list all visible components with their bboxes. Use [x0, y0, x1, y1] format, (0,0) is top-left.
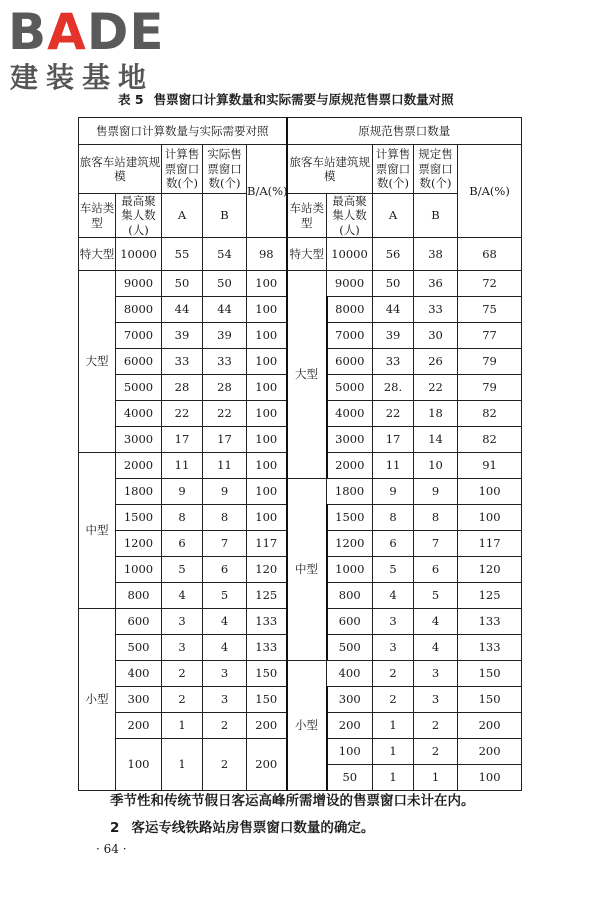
right-cell: 9000 — [327, 271, 373, 297]
section-index: 2 — [110, 820, 120, 836]
right-max-header: 最高聚集人数(人) — [327, 194, 373, 238]
left-cell: 8000 — [116, 297, 162, 323]
left-cell: 44 — [203, 297, 247, 323]
left-cell: 39 — [162, 323, 203, 349]
left-cell: 9 — [162, 479, 203, 505]
comparison-table — [78, 117, 522, 791]
left-type-cell: 中型 — [79, 453, 116, 609]
right-cell: 4 — [414, 609, 458, 635]
right-cell: 150 — [458, 661, 522, 687]
right-cell: 10000 — [327, 238, 373, 271]
left-max-header: 最高聚集人数(人) — [116, 194, 162, 238]
right-cell: 200 — [458, 739, 522, 765]
left-cell: 100 — [247, 349, 287, 375]
left-type-header: 车站类型 — [79, 194, 116, 238]
right-cell: 200 — [327, 713, 373, 739]
left-cell: 11 — [162, 453, 203, 479]
right-cell: 3000 — [327, 427, 373, 453]
right-type-cell: 大型 — [287, 271, 327, 479]
left-cell: 5000 — [116, 375, 162, 401]
right-cell: 2 — [414, 739, 458, 765]
right-cell: 1500 — [327, 505, 373, 531]
left-cell: 3 — [162, 635, 203, 661]
left-cell: 3 — [162, 609, 203, 635]
right-cell: 77 — [458, 323, 522, 349]
left-cell: 22 — [162, 401, 203, 427]
logo-wordmark: BADE — [8, 3, 165, 61]
left-cell: 400 — [116, 661, 162, 687]
right-cell: 79 — [458, 375, 522, 401]
left-cell: 200 — [247, 739, 287, 791]
right-cell: 5 — [373, 557, 414, 583]
right-cell: 100 — [458, 479, 522, 505]
left-group-header: 售票窗口计算数量与实际需要对照 — [79, 118, 287, 145]
right-cell: 18 — [414, 401, 458, 427]
right-cell: 44 — [373, 297, 414, 323]
right-cell: 82 — [458, 401, 522, 427]
left-cell: 300 — [116, 687, 162, 713]
right-cell: 50 — [373, 271, 414, 297]
right-cell: 4 — [373, 583, 414, 609]
left-cell: 39 — [203, 323, 247, 349]
right-cell: 7 — [414, 531, 458, 557]
right-cell: 117 — [458, 531, 522, 557]
left-cell: 6000 — [116, 349, 162, 375]
right-cell: 9 — [373, 479, 414, 505]
right-cell: 2000 — [327, 453, 373, 479]
right-cell: 56 — [373, 238, 414, 271]
left-cell: 133 — [247, 635, 287, 661]
table-row — [79, 479, 522, 505]
right-cell: 4000 — [327, 401, 373, 427]
right-cell: 79 — [458, 349, 522, 375]
left-cell: 33 — [203, 349, 247, 375]
right-cell: 72 — [458, 271, 522, 297]
left-type-cell: 特大型 — [79, 238, 116, 271]
right-cell: 36 — [414, 271, 458, 297]
right-cell: 39 — [373, 323, 414, 349]
left-cell: 100 — [247, 453, 287, 479]
right-cell: 68 — [458, 238, 522, 271]
right-cell: 33 — [373, 349, 414, 375]
right-cell: 22 — [414, 375, 458, 401]
left-cell: 1 — [162, 739, 203, 791]
right-cell: 8 — [373, 505, 414, 531]
right-ratio-header: B/A(%) — [458, 145, 522, 238]
table-title: 售票窗口计算数量和实际需要与原规范售票口数量对照 — [153, 92, 454, 107]
section-heading — [110, 816, 374, 836]
left-cell: 100 — [247, 375, 287, 401]
right-cell: 1200 — [327, 531, 373, 557]
right-cell: 100 — [458, 505, 522, 531]
right-cell: 125 — [458, 583, 522, 609]
left-cell: 117 — [247, 531, 287, 557]
right-cell: 5000 — [327, 375, 373, 401]
left-cell: 150 — [247, 687, 287, 713]
right-calc-header: 计算售票窗口数(个) — [373, 145, 414, 194]
right-cell: 2 — [373, 661, 414, 687]
right-cell: 11 — [373, 453, 414, 479]
left-cell: 50 — [203, 271, 247, 297]
right-cell: 1800 — [327, 479, 373, 505]
right-cell: 91 — [458, 453, 522, 479]
left-cell: 6 — [203, 557, 247, 583]
left-cell: 2 — [203, 713, 247, 739]
left-cell: 100 — [247, 401, 287, 427]
left-col-b: B — [203, 194, 247, 238]
left-cell: 3 — [203, 687, 247, 713]
left-cell: 120 — [247, 557, 287, 583]
logo-subtitle: 建装基地 — [10, 61, 155, 94]
right-cell: 8 — [414, 505, 458, 531]
right-cell: 4 — [414, 635, 458, 661]
right-cell: 200 — [458, 713, 522, 739]
right-col-b: B — [414, 194, 458, 238]
left-cell: 2000 — [116, 453, 162, 479]
left-cell: 1800 — [116, 479, 162, 505]
right-cell: 1 — [414, 765, 458, 791]
left-cell: 54 — [203, 238, 247, 271]
left-cell: 2 — [162, 687, 203, 713]
right-cell: 26 — [414, 349, 458, 375]
left-cell: 50 — [162, 271, 203, 297]
left-col-a: A — [162, 194, 203, 238]
left-cell: 4 — [162, 583, 203, 609]
right-cell: 1000 — [327, 557, 373, 583]
left-cell: 100 — [247, 505, 287, 531]
left-cell: 98 — [247, 238, 287, 271]
left-cell: 100 — [247, 271, 287, 297]
left-calc-header: 计算售票窗口数(个) — [162, 145, 203, 194]
left-cell: 5 — [162, 557, 203, 583]
right-scale-header: 旅客车站建筑规模 — [287, 145, 373, 194]
right-cell: 3 — [373, 609, 414, 635]
section-text: 客运专线铁路站房售票窗口数量的确定。 — [131, 820, 375, 836]
right-cell: 2 — [373, 687, 414, 713]
right-col-a: A — [373, 194, 414, 238]
left-cell: 8 — [203, 505, 247, 531]
right-cell: 10 — [414, 453, 458, 479]
left-cell: 125 — [247, 583, 287, 609]
left-cell: 4 — [203, 609, 247, 635]
left-cell: 3 — [203, 661, 247, 687]
left-type-cell: 大型 — [79, 271, 116, 453]
left-cell: 200 — [247, 713, 287, 739]
left-cell: 44 — [162, 297, 203, 323]
left-cell: 8 — [162, 505, 203, 531]
left-cell: 4 — [203, 635, 247, 661]
left-cell: 1200 — [116, 531, 162, 557]
left-cell: 100 — [247, 323, 287, 349]
right-cell: 800 — [327, 583, 373, 609]
right-cell: 17 — [373, 427, 414, 453]
left-cell: 55 — [162, 238, 203, 271]
table-number: 表 5 — [118, 92, 144, 107]
right-cell: 50 — [327, 765, 373, 791]
table-row — [79, 271, 522, 297]
right-group-header: 原规范售票口数量 — [287, 118, 522, 145]
left-cell: 150 — [247, 661, 287, 687]
right-cell: 30 — [414, 323, 458, 349]
left-actual-header: 实际售票窗口数(个) — [203, 145, 247, 194]
left-cell: 28 — [162, 375, 203, 401]
left-cell: 17 — [203, 427, 247, 453]
left-cell: 500 — [116, 635, 162, 661]
right-cell: 6 — [414, 557, 458, 583]
left-cell: 22 — [203, 401, 247, 427]
left-cell: 7 — [203, 531, 247, 557]
right-cell: 3 — [414, 661, 458, 687]
right-type-cell: 特大型 — [287, 238, 327, 271]
table-row — [79, 661, 522, 687]
left-cell: 1500 — [116, 505, 162, 531]
right-cell: 75 — [458, 297, 522, 323]
right-cell: 100 — [458, 765, 522, 791]
right-cell: 2 — [414, 713, 458, 739]
left-cell: 133 — [247, 609, 287, 635]
left-cell: 100 — [116, 739, 162, 791]
right-cell: 120 — [458, 557, 522, 583]
right-cell: 8000 — [327, 297, 373, 323]
right-cell: 7000 — [327, 323, 373, 349]
left-cell: 10000 — [116, 238, 162, 271]
right-cell: 5 — [414, 583, 458, 609]
right-cell: 3 — [373, 635, 414, 661]
right-cell: 150 — [458, 687, 522, 713]
right-cell: 600 — [327, 609, 373, 635]
right-cell: 133 — [458, 609, 522, 635]
left-cell: 9000 — [116, 271, 162, 297]
right-cell: 82 — [458, 427, 522, 453]
right-cell: 100 — [327, 739, 373, 765]
right-cell: 33 — [414, 297, 458, 323]
right-cell: 1 — [373, 765, 414, 791]
right-cell: 14 — [414, 427, 458, 453]
right-type-cell: 中型 — [287, 479, 327, 661]
left-cell: 5 — [203, 583, 247, 609]
left-cell: 4000 — [116, 401, 162, 427]
right-cell: 500 — [327, 635, 373, 661]
left-cell: 17 — [162, 427, 203, 453]
left-cell: 200 — [116, 713, 162, 739]
right-cell: 300 — [327, 687, 373, 713]
right-cell: 6000 — [327, 349, 373, 375]
left-cell: 2 — [162, 661, 203, 687]
right-spec-header: 规定售票窗口数(个) — [414, 145, 458, 194]
brand-logo — [8, 4, 183, 94]
right-cell: 38 — [414, 238, 458, 271]
table-caption — [118, 90, 454, 108]
left-ratio-header: B/A(%) — [247, 145, 287, 238]
left-cell: 1 — [162, 713, 203, 739]
right-type-cell: 小型 — [287, 661, 327, 791]
left-cell: 100 — [247, 427, 287, 453]
right-cell: 133 — [458, 635, 522, 661]
right-cell: 1 — [373, 739, 414, 765]
right-cell: 6 — [373, 531, 414, 557]
left-cell: 2 — [203, 739, 247, 791]
right-cell: 9 — [414, 479, 458, 505]
left-cell: 9 — [203, 479, 247, 505]
left-cell: 600 — [116, 609, 162, 635]
left-cell: 6 — [162, 531, 203, 557]
right-cell: 3 — [414, 687, 458, 713]
left-cell: 11 — [203, 453, 247, 479]
left-cell: 100 — [247, 479, 287, 505]
left-cell: 100 — [247, 297, 287, 323]
table-row — [79, 238, 522, 271]
right-cell: 22 — [373, 401, 414, 427]
left-cell: 28 — [203, 375, 247, 401]
page-number: · 64 · — [96, 842, 127, 856]
left-cell: 1000 — [116, 557, 162, 583]
right-type-header: 车站类型 — [287, 194, 327, 238]
right-cell: 1 — [373, 713, 414, 739]
left-scale-header: 旅客车站建筑规模 — [79, 145, 162, 194]
table-note: 季节性和传统节假日客运高峰所需增设的售票窗口未计在内。 — [110, 793, 475, 809]
left-cell: 7000 — [116, 323, 162, 349]
right-cell: 28. — [373, 375, 414, 401]
left-type-cell: 小型 — [79, 609, 116, 791]
left-cell: 800 — [116, 583, 162, 609]
right-cell: 400 — [327, 661, 373, 687]
left-cell: 3000 — [116, 427, 162, 453]
left-cell: 33 — [162, 349, 203, 375]
